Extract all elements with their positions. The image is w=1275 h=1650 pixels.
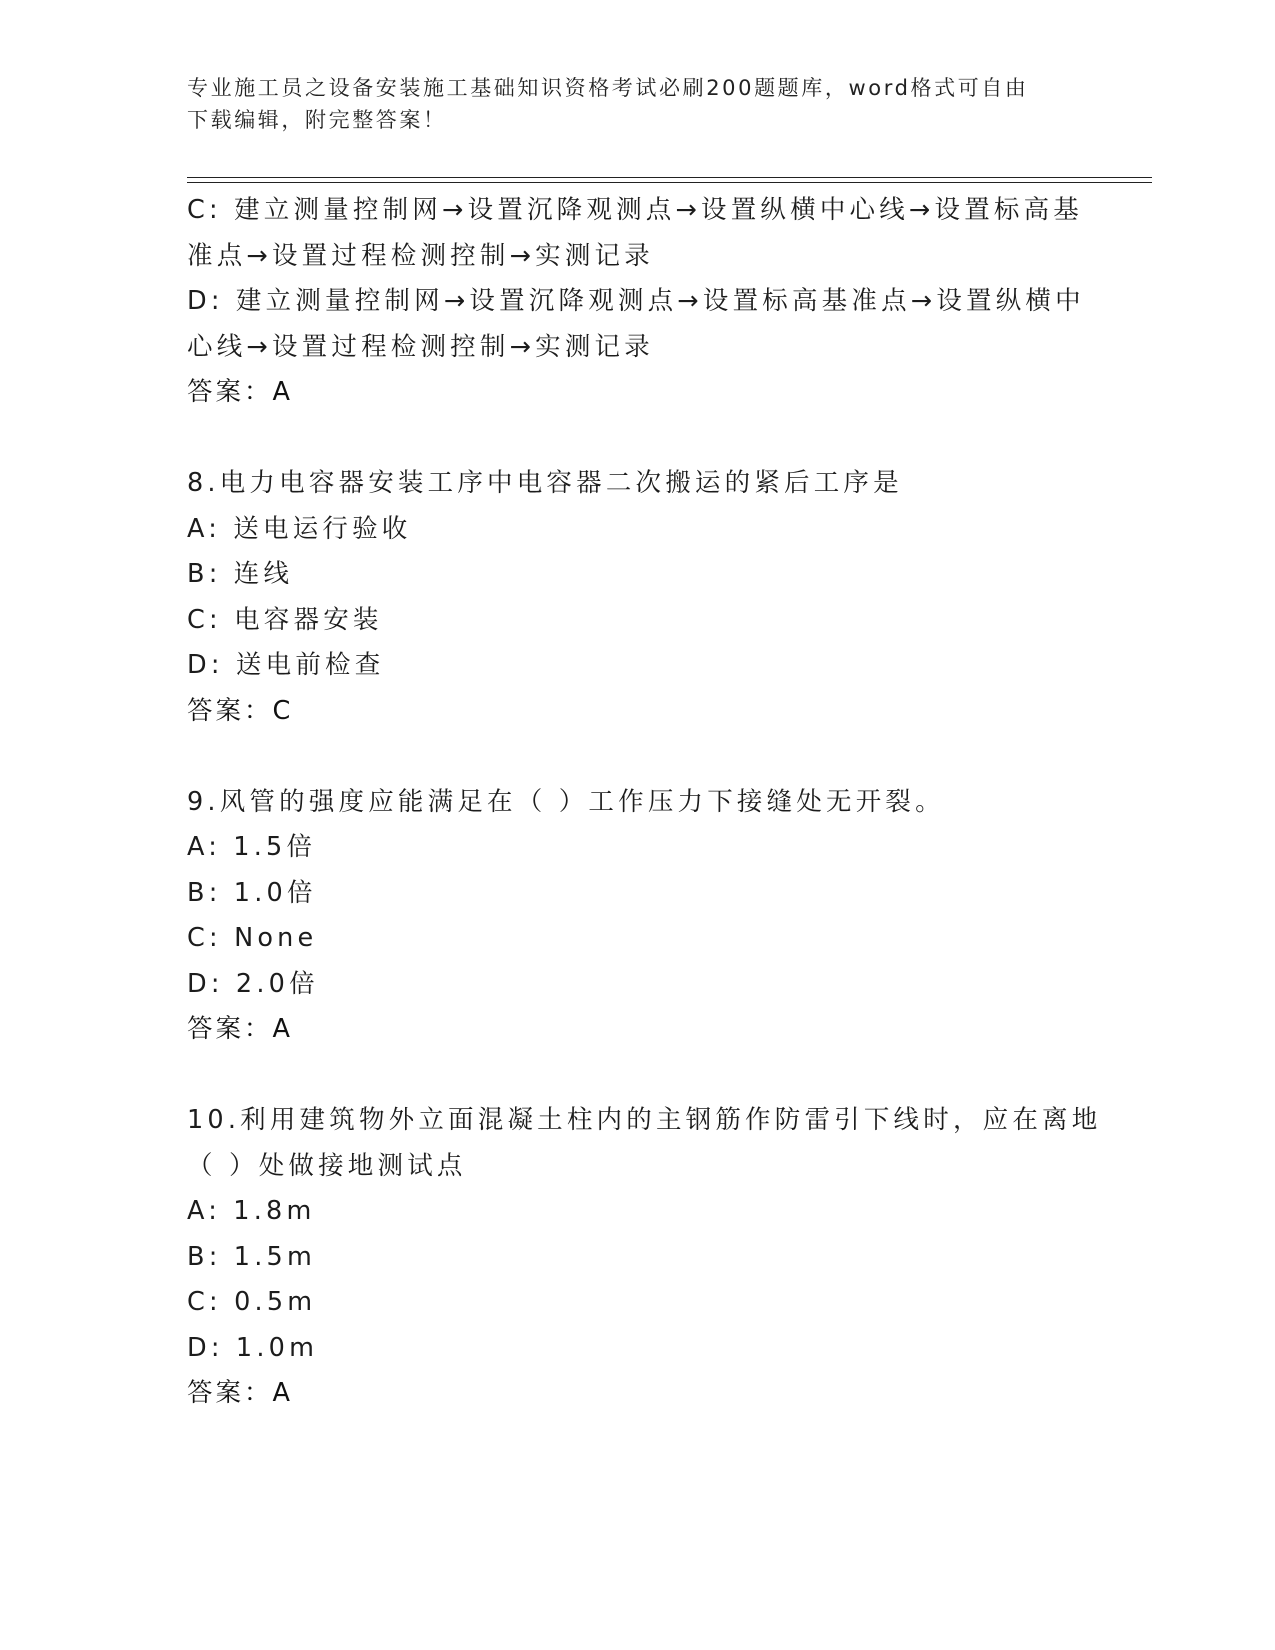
option-c: C: None: [187, 923, 318, 953]
option-d: D: 1.0m: [187, 1332, 319, 1363]
header-divider-bottom: [187, 182, 1152, 183]
answer: 答案：A: [187, 1014, 293, 1044]
option-c-line-2: 准点→设置过程检测控制→实测记录: [187, 240, 654, 271]
option-c: C: 0.5m: [187, 1287, 317, 1317]
question-text: 9.风管的强度应能满足在（ ）工作压力下接缝处无开裂。: [187, 786, 945, 817]
option-a: A: 1.8m: [187, 1196, 316, 1226]
option-a: A: 1.5倍: [187, 832, 317, 862]
option-d: D: 2.0倍: [187, 968, 319, 999]
question-7-tail: [187, 188, 1087, 416]
spacer: [187, 734, 1087, 780]
answer: 答案：A: [187, 1378, 293, 1408]
header-title-line-1: 专业施工员之设备安装施工基础知识资格考试必刷200题题库，word格式可自由: [187, 76, 1029, 100]
option-a: A: 送电运行验收: [187, 513, 412, 544]
header-title-line-2: 下载编辑，附完整答案！: [187, 108, 447, 132]
option-b: B: 连线: [187, 559, 294, 589]
answer: 答案：C: [187, 695, 294, 726]
question-list: [187, 188, 1102, 1417]
question-text: 8.电力电容器安装工序中电容器二次搬运的紧后工序是: [187, 468, 903, 498]
option-d-line-1: D: 建立测量控制网→设置沉降观测点→设置标高基准点→设置纵横中: [187, 286, 1085, 316]
header-divider-top: [187, 177, 1152, 178]
question-10: [187, 1098, 1102, 1417]
option-d-line-2: 心线→设置过程检测控制→实测记录: [187, 331, 654, 362]
question-text-line-1: 10.利用建筑物外立面混凝土柱内的主钢筋作防雷引下线时，应在离地: [187, 1105, 1102, 1135]
option-b: B: 1.5m: [187, 1241, 316, 1272]
document-header: [187, 72, 1067, 136]
option-b: B: 1.0倍: [187, 877, 317, 908]
spacer: [187, 416, 1087, 462]
answer: 答案：A: [187, 377, 293, 407]
spacer: [187, 1053, 1087, 1099]
question-text-line-2: （ ）处做接地测试点: [187, 1150, 467, 1181]
option-d: D: 送电前检查: [187, 650, 385, 680]
option-c: C: 电容器安装: [187, 604, 383, 635]
question-8: [187, 461, 1087, 734]
option-c-line-1: C: 建立测量控制网→设置沉降观测点→设置纵横中心线→设置标高基: [187, 195, 1084, 225]
question-9: [187, 780, 1087, 1053]
